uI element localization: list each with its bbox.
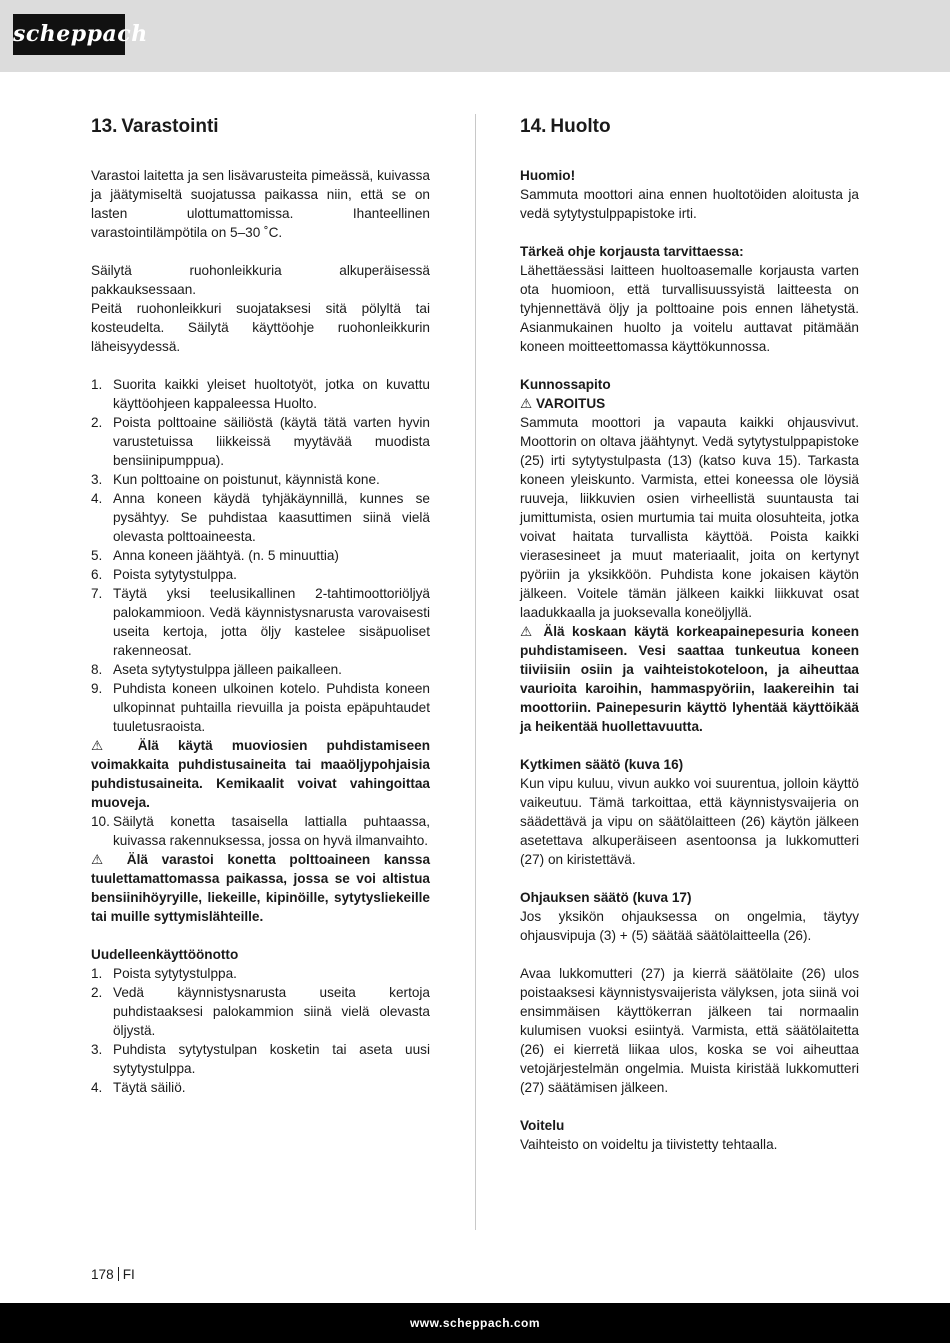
- warning-triangle-icon: ⚠: [91, 852, 114, 867]
- warning-triangle-icon: ⚠: [520, 624, 536, 639]
- clutch-heading: Kytkimen säätö (kuva 16): [520, 757, 684, 772]
- list-item: 4. Täytä säiliö.: [91, 1080, 186, 1095]
- list-item: 2. Poista polttoaine säiliöstä (käytä tätä varten hyvin varustetuissa liikkeissä myytävää muodista bensiinipumppua).: [91, 415, 430, 468]
- upkeep-warning-label: ⚠ VAROITUS: [520, 396, 606, 411]
- maintenance-section: [520, 114, 859, 1154]
- steering-text: Jos yksikön ohjauksessa on ongelmia, täytyy ohjausvipuja (3) + (5) säätää säätölaitteella (26).: [520, 909, 859, 943]
- storage-cover: Peitä ruohonleikkuri suojataksesi sitä pölyltä tai kosteudelta. Säilytä käyttöohje ruohonleikkurin läheisyydessä.: [91, 301, 430, 354]
- list-item: 1. Suorita kaikki yleiset huoltotyöt, jotka on kuvattu käyttöohjeen kappaleessa Huolto.: [91, 377, 430, 411]
- list-item: 1. Poista sytytystulppa.: [91, 966, 237, 981]
- list-item: 3. Puhdista sytytystulpan kosketin tai aseta uusi sytytystulppa.: [91, 1042, 430, 1076]
- attention-label: Huomio!: [520, 168, 576, 183]
- storage-intro: Varastoi laitetta ja sen lisävarusteita pimeässä, kuivassa ja jäätymiseltä suojatussa paikassa niin, että se on lasten ulottumattomissa. Ihanteellinen varastointilämpötila on 5–30 ˚C.: [91, 168, 430, 240]
- repair-text: Lähettäessäsi laitteen huoltoasemalle korjausta varten ota huomioon, että turvallisuussyistä laitteesta on tyhjennettävä öljy ja polttoaine pois ennen lähetystä. Asianmukainen huolto ja voitelu auttavat pitämään koneen moitteettomassa käyttökunnossa.: [520, 263, 859, 354]
- list-item: 2. Vedä käynnistysnarusta useita kertoja puhdistaaksesi palokammion siinä vielä olevasta öljystä.: [91, 985, 430, 1038]
- storage-section: [91, 114, 430, 1097]
- storage-steps: [91, 375, 430, 736]
- warning-triangle-icon: ⚠: [91, 738, 119, 753]
- restart-heading: Uudelleenkäyttöönotto: [91, 947, 239, 962]
- upkeep-text: Sammuta moottori ja vapauta kaikki ohjausvivut. Moottorin on oltava jäähtynyt. Vedä sytytystulppapistoke (25) irti sytytystulpasta (13) (katso kuva 15). Tarkasta koneen yleiskunto. Varmista, ettei koneessa ole löysiä ruuveja, liikkuvien osien virheellistä suuntausta tai jumittumista, osien murtumia tai muita olosuhteita, jotka voivat haitata turvallista käyttöä. Poista kaikki vierasesineet ja muut materiaalit, joita on kertynyt pyöriin ja yksikköön. Puhdista kone jokaisen käytön jälkeen. Voitele tämän jälkeen kaikki liikkuvat osat laadukkaalla ja juoksevalla koneöljyllä.: [520, 415, 859, 620]
- steering-heading: Ohjauksen säätö (kuva 17): [520, 890, 692, 905]
- warning-triangle-icon: ⚠: [520, 396, 533, 411]
- repair-heading: Tärkeä ohje korjausta tarvittaessa:: [520, 244, 744, 259]
- warning-plastic-cleaning: ⚠ Älä käytä muoviosien puhdistamiseen voimakkaita puhdistusaineita tai maaöljypohjaisia puhdistusaineita. Kemikaalit voivat vahingoittaa muoveja.: [91, 738, 431, 810]
- restart-steps: [91, 964, 430, 1097]
- list-item: 6. Poista sytytystulppa.: [91, 567, 237, 582]
- column-divider: [475, 114, 476, 1230]
- list-item: 9. Puhdista koneen ulkoinen kotelo. Puhdista koneen ulkopinnat puhtailla rievuilla ja poista epäpuhtaudet tuuletusraoista.: [91, 681, 430, 734]
- attention-text: Sammuta moottori aina ennen huoltotöiden aloitusta ja vedä sytytystulppapistoke irti.: [520, 187, 859, 221]
- list-item: 4. Anna koneen käydä tyhjäkäynnillä, kunnes se pysähtyy. Se puhdistaa kaasuttimen siinä vielä olevasta polttoaineesta.: [91, 491, 430, 544]
- brand-logo: scheppach: [13, 14, 125, 55]
- upkeep-heading: Kunnossapito: [520, 377, 611, 392]
- lubrication-text: Vaihteisto on voideltu ja tiivistetty tehtaalla.: [520, 1137, 778, 1152]
- warning-fuel-storage: ⚠ Älä varastoi konetta polttoaineen kanssa tuulettamattomassa paikassa, jossa se voi altistua bensiinihöyryille, liekeille, kipinöille, sytytysliekeille tai muille syttymislähteille.: [91, 852, 431, 924]
- storage-heading: 13. Varastointi: [91, 116, 219, 137]
- steering-text-2: Avaa lukkomutteri (27) ja kierrä säätölaite (26) ulos poistaaksesi käynnistysvaijerista välyksen, jota siinä voi ensimmäisen käyttökerran jälkeen tai normaalin kulumisen vuoksi esiintyä. Varmista, että säätölaitetta (26) ei kierretä liikaa ulos, koska se voi aiheuttaa vetojärjestelmän ongelmia. Muista kiristää lukkomutteri (27) säätämisen jälkeen.: [520, 966, 859, 1095]
- storage-packaging: Säilytä ruohonleikkuria alkuperäisessä pakkauksessaan.: [91, 263, 430, 297]
- lubrication-heading: Voitelu: [520, 1118, 565, 1133]
- list-item: 10. Säilytä konetta tasaisella lattialla puhtaassa, kuivassa rakennuksessa, jossa on hyvä ilmanvaihto.: [91, 814, 430, 848]
- list-item: 8. Aseta sytytystulppa jälleen paikalleen.: [91, 662, 342, 677]
- website-link[interactable]: www.scheppach.com: [409, 1316, 541, 1330]
- list-item: 5. Anna koneen jäähtyä. (n. 5 minuuttia): [91, 548, 339, 563]
- list-item: 7. Täytä yksi teelusikallinen 2-tahtimoottoriöljyä palokammioon. Vedä käynnistysnarusta varovaisesti useita kertoja, jotta öljy kastelee sisäpuoliset rakenneosat.: [91, 586, 430, 658]
- page-number: 178 FI: [91, 1267, 135, 1282]
- list-item: 3. Kun polttoaine on poistunut, käynnistä kone.: [91, 472, 380, 487]
- clutch-text: Kun vipu kuluu, vivun aukko voi suurentua, jolloin käyttö vaikeutuu. Tämä tarkoittaa, että käynnistysvaijeria on säädettävä ja vipu on säätölaitteen (26) käytön jälkeen asetettava alkuperäiseen asentoonsa ja lukkomutteri (27) on kiristettävä.: [520, 776, 859, 867]
- warning-pressure-washer: ⚠ Älä koskaan käytä korkeapainepesuria koneen puhdistamiseen. Vesi saattaa tunkeutua koneen tiiviisiin osiin ja vaihteistokoteloon, ja aiheuttaa vaurioita karoihin, hammaspyöriin, laakereihin tai moottoriin. Painepesurin käyttö lyhentää käyttöikää ja heikentää huollettavuutta.: [520, 624, 859, 734]
- maintenance-heading: 14. Huolto: [520, 116, 611, 137]
